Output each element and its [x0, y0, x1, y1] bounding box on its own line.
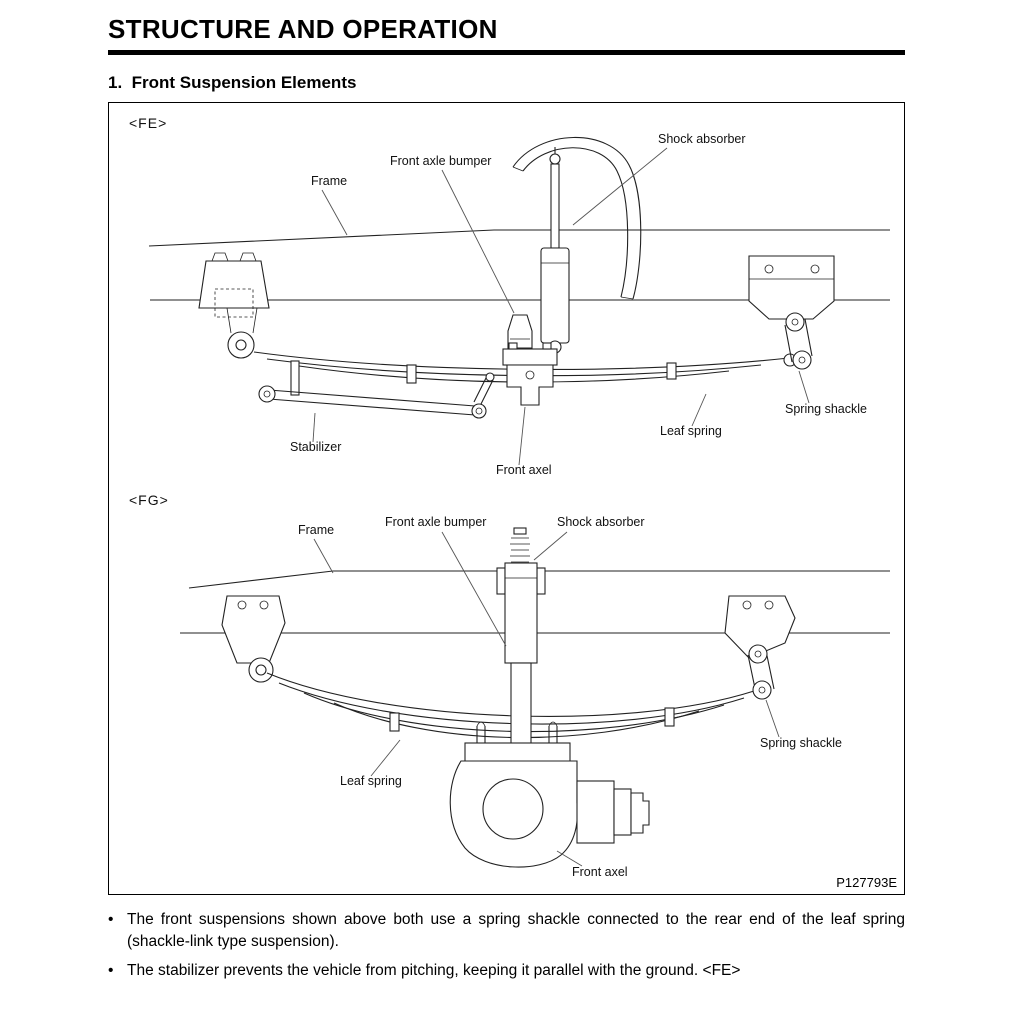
fg-label-shock-absorber: Shock absorber — [557, 515, 645, 529]
fe-diagram — [109, 103, 904, 478]
fg-shock-absorber-drawing — [497, 528, 545, 748]
fe-label-frame: Frame — [311, 174, 348, 188]
fe-front-bracket-drawing — [199, 253, 269, 358]
fg-variant-label: <FG> — [129, 492, 169, 508]
fg-label-front-axle-bumper: Front axle bumper — [385, 515, 487, 529]
figure-code: P127793E — [836, 875, 897, 890]
bullet-marker: • — [108, 962, 114, 979]
fe-label-front-axle-bumper: Front axle bumper — [390, 154, 492, 168]
fe-shock-absorber-drawing — [541, 147, 569, 353]
fe-label-stabilizer: Stabilizer — [290, 440, 342, 454]
fe-label-spring-shackle: Spring shackle — [785, 402, 867, 416]
notes — [108, 909, 905, 982]
fe-label-shock-absorber: Shock absorber — [658, 132, 746, 146]
fe-spring-shackle-drawing — [749, 256, 834, 369]
fe-variant-label: <FE> — [129, 115, 168, 131]
fg-front-bracket-drawing — [222, 596, 285, 682]
note-text: The stabilizer prevents the vehicle from pitching, keeping it parallel with the ground. <FE> — [127, 962, 741, 979]
title-underline — [108, 50, 905, 55]
fg-label-spring-shackle: Spring shackle — [760, 736, 842, 750]
fg-label-frame: Frame — [298, 523, 335, 537]
fe-shock-bracket-drawing — [513, 137, 641, 299]
fg-label-front-axel: Front axel — [572, 865, 628, 879]
note-item — [108, 909, 905, 953]
bullet-marker: • — [108, 911, 114, 928]
note-item — [108, 960, 905, 982]
section-heading: 1. Front Suspension Elements — [108, 73, 357, 92]
fg-label-leaf-spring: Leaf spring — [340, 774, 402, 788]
note-text: The front suspensions shown above both use a spring shackle connected to the rear end of the leaf spring (shackle-link type suspension). — [127, 911, 905, 950]
fe-label-front-axel: Front axel — [496, 463, 552, 477]
fg-front-axle-drawing — [450, 761, 649, 867]
page-content — [108, 14, 905, 989]
fe-front-axle-drawing — [503, 343, 557, 405]
fg-spring-shackle-drawing — [725, 596, 795, 699]
fg-diagram — [109, 478, 904, 894]
figure-box — [108, 102, 905, 895]
fe-label-leaf-spring: Leaf spring — [660, 424, 722, 438]
page-title: STRUCTURE AND OPERATION — [108, 14, 498, 44]
